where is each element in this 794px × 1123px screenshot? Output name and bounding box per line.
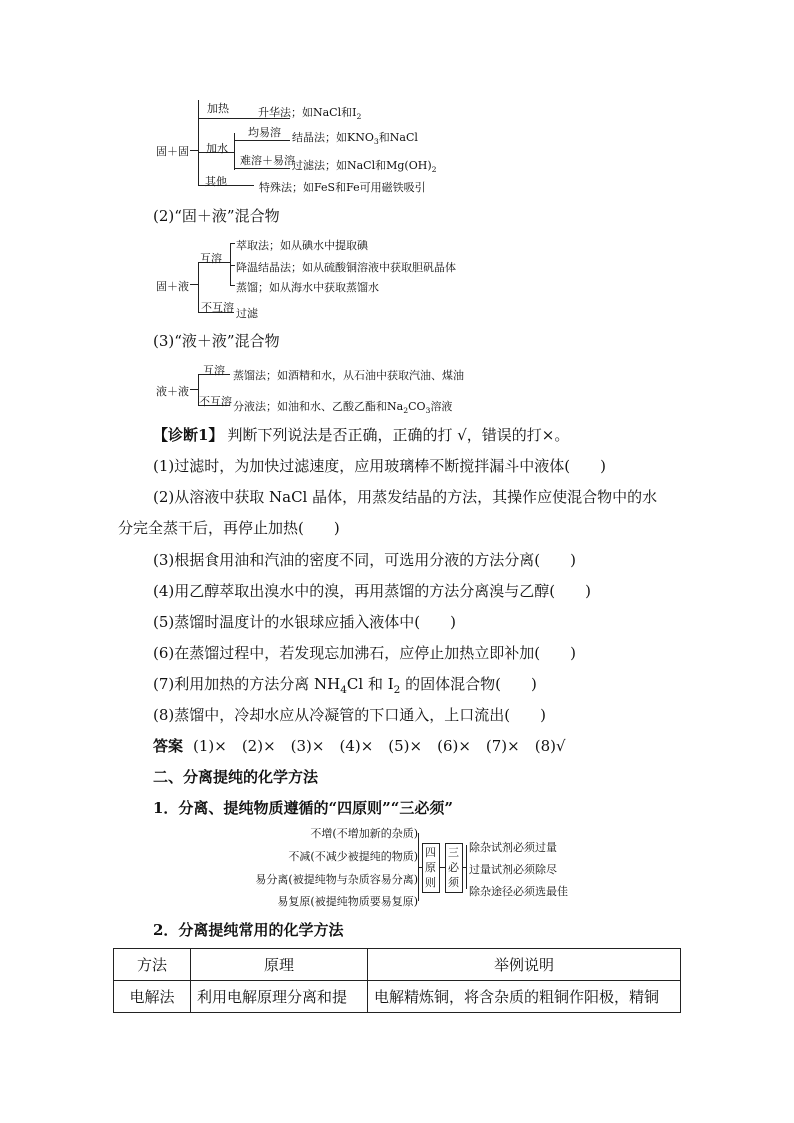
branch-immiscible: 不互溶 xyxy=(201,301,234,314)
diagnosis-prompt-text: 判断下列说法是否正确，正确的打 √，错误的打×。 xyxy=(227,426,570,444)
method-special: 特殊法；如FeS和Fe可用磁铁吸引 xyxy=(259,181,426,194)
diagnosis-item-2-cont: 分完全蒸干后，再停止加热( ) xyxy=(118,519,340,537)
answer-label: 答案 xyxy=(153,737,184,755)
table-header-row xyxy=(114,949,681,981)
method-distillation: 蒸馏；如从海水中获取蒸馏水 xyxy=(236,281,379,294)
point-1-heading: 1．分离、提纯物质遵循的“四原则”“三必须” xyxy=(153,799,453,817)
must-best-route: 除杂途径必须选最佳 xyxy=(469,885,568,898)
section-heading-chemical-methods: 二、分离提纯的化学方法 xyxy=(153,768,319,786)
diagnosis-item-1: (1)过滤时，为加快过滤速度，应用玻璃棒不断搅拌漏斗中液体( ) xyxy=(153,457,606,475)
root-liquid-liquid: 液＋液 xyxy=(156,385,189,398)
diagnosis-item-2: (2)从溶液中获取 NaCl 晶体，用蒸发结晶的方法，其操作应使混合物中的水 xyxy=(153,488,658,506)
diagnosis-item-3: (3)根据食用油和汽油的密度不同，可选用分液的方法分离( ) xyxy=(153,551,576,569)
section-3-heading: (3)“液＋液”混合物 xyxy=(153,332,280,350)
method-crystallization: 结晶法；如$KNO_3$和NaCl xyxy=(292,131,418,147)
branch-other: 其他 xyxy=(205,175,227,188)
method-distillation: 蒸馏法；如酒精和水，从石油中获取汽油、煤油 xyxy=(233,369,464,382)
must-excess-reagent: 除杂试剂必须过量 xyxy=(469,841,557,854)
method-cooling-crystallization: 降温结晶法；如从硫酸铜溶液中获取胆矾晶体 xyxy=(236,261,456,274)
method-sublimation: 升华法；如NaCl和$I_2$ xyxy=(258,106,362,122)
diagnosis-item-6: (6)在蒸馏过程中，若发现忘加沸石，应停止加热立即补加( ) xyxy=(153,644,576,662)
branch-water: 加水 xyxy=(206,142,228,155)
method-filtration: 过滤法；如NaCl和$Mg(OH)_2$ xyxy=(292,159,437,175)
branch-immiscible: 不互溶 xyxy=(199,395,232,408)
header-example: 举例说明 xyxy=(368,949,681,981)
answer-text: (1)× (2)× (3)× (4)× (5)× (6)× (7)× (8)√ xyxy=(193,737,566,755)
diagnosis-item-7: (7)利用加热的方法分离 $NH_4Cl$ 和 $I_2$ 的固体混合物( ) xyxy=(153,675,537,696)
root-solid-liquid: 固＋液 xyxy=(156,280,189,293)
branch-miscible: 互溶 xyxy=(203,364,225,377)
principle-no-add: 不增(不增加新的杂质) xyxy=(310,827,418,840)
cell-principle: 利用电解原理分离和提 xyxy=(191,981,368,1013)
principle-no-reduce: 不减(不减少被提纯的物质) xyxy=(288,850,418,863)
cell-example: 电解精炼铜，将含杂质的粗铜作阳极，精铜 xyxy=(368,981,681,1013)
header-principle: 原理 xyxy=(191,949,368,981)
diagnosis-item-8: (8)蒸馏中，冷却水应从冷凝管的下口通入，上口流出( ) xyxy=(153,706,546,724)
cell-method: 电解法 xyxy=(114,981,191,1013)
method-extraction: 萃取法；如从碘水中提取碘 xyxy=(236,239,368,252)
diagnosis-item-4: (4)用乙醇萃取出溴水中的溴，再用蒸馏的方法分离溴与乙醇( ) xyxy=(153,582,591,600)
point-2-heading: 2．分离提纯常用的化学方法 xyxy=(153,921,344,939)
principle-easy-restore: 易复原(被提纯物质要易复原) xyxy=(277,895,418,908)
section-2-heading: (2)“固＋液”混合物 xyxy=(153,207,280,225)
answer-line xyxy=(153,735,566,756)
table-row xyxy=(114,981,681,1013)
must-remove-excess: 过量试剂必须除尽 xyxy=(469,863,557,876)
header-method: 方法 xyxy=(114,949,191,981)
method-filter: 过滤 xyxy=(236,307,258,320)
diagnosis-item-5: (5)蒸馏时温度计的水银球应插入液体中( ) xyxy=(153,613,456,631)
methods-table xyxy=(113,948,681,1013)
root-solid-solid: 固＋固 xyxy=(156,145,189,158)
three-musts-box: 三必须 xyxy=(445,843,463,893)
sub-branch-mixed: 难溶＋易溶 xyxy=(240,154,295,167)
diagnosis-tag: 【诊断1】 xyxy=(153,426,224,444)
sub-branch-soluble: 均易溶 xyxy=(248,126,281,139)
diagnosis-prompt xyxy=(153,424,569,445)
four-principles-box: 四原则 xyxy=(422,843,440,893)
principle-easy-separate: 易分离(被提纯物与杂质容易分离) xyxy=(255,873,418,886)
branch-heat: 加热 xyxy=(207,102,229,115)
method-separation: 分液法；如油和水、乙酸乙酯和$Na_2CO_3$溶液 xyxy=(233,400,453,416)
branch-miscible: 互溶 xyxy=(200,252,222,265)
